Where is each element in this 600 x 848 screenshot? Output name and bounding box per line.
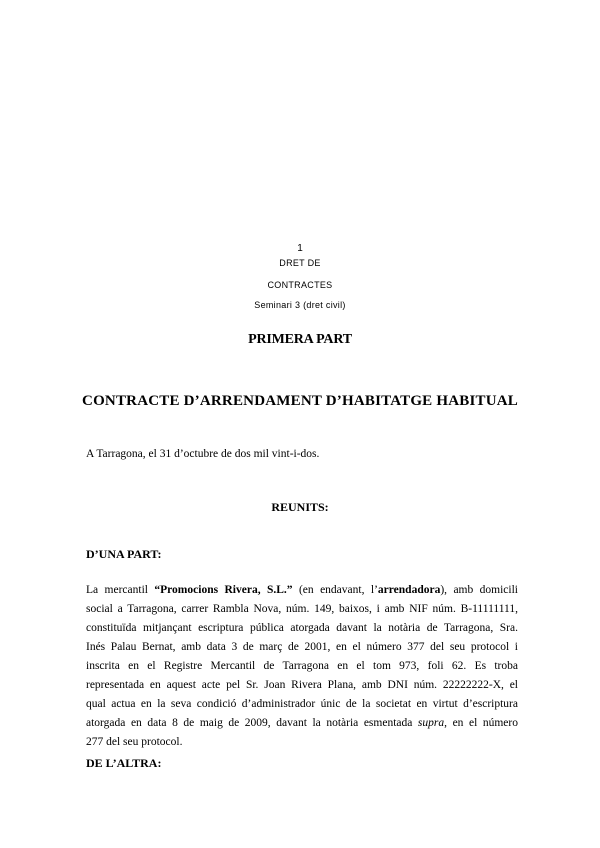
company-name: “Promocions Rivera, S.L.” bbox=[154, 584, 293, 596]
supra-italic: supra bbox=[417, 717, 445, 729]
text-run: La mercantil bbox=[86, 584, 155, 596]
part-title: PRIMERA PART bbox=[248, 332, 352, 347]
party-paragraph bbox=[86, 581, 518, 752]
paragraph-line: constituïda mitjançant escriptura pública atorgada davant la notària de Tarragona, Sra. bbox=[86, 622, 518, 634]
paragraph-line: representada en aquest acte pel Sr. Joan Rivera Plana, amb DNI núm. 22222222-X, el bbox=[86, 679, 518, 691]
page-number: 1 bbox=[297, 243, 303, 254]
contract-title: CONTRACTE D’ARRENDAMENT D’HABITATGE HABITUAL bbox=[82, 393, 518, 409]
reunits-heading: REUNITS: bbox=[271, 500, 329, 514]
paragraph-line: inscrita en el Registre Mercantil de Tarragona en el tom 973, foli 62. Es troba bbox=[86, 660, 518, 672]
header-line-3: Seminari 3 (dret civil) bbox=[254, 300, 346, 310]
paragraph-line: social a Tarragona, carrer Rambla Nova, núm. 149, baixos, i amb NIF núm. B-11111111, bbox=[86, 603, 518, 615]
text-run: atorgada en data 8 de maig de 2009, davant la notària esmentada bbox=[86, 717, 418, 729]
paragraph-line bbox=[86, 581, 518, 600]
paragraph-line: Inés Palau Bernat, amb data 3 de març de 2001, en el número 377 del seu protocol i bbox=[86, 641, 518, 653]
paragraph-line bbox=[86, 714, 518, 733]
header-line-2: CONTRACTES bbox=[267, 280, 333, 290]
header-line-1: DRET DE bbox=[279, 258, 321, 268]
text-run: , en el número bbox=[444, 717, 518, 729]
text-run: ), amb domicili bbox=[440, 584, 518, 596]
altra-heading: DE L’ALTRA: bbox=[86, 756, 162, 770]
place-date: A Tarragona, el 31 d’octubre de dos mil vint-i-dos. bbox=[86, 448, 320, 460]
text-run: (en endavant, l’ bbox=[292, 584, 378, 596]
paragraph-line: qual actua en la seva condició d’administrador únic de la societat en virtut d’escriptura bbox=[86, 698, 518, 710]
una-part-heading: D’UNA PART: bbox=[86, 547, 162, 561]
paragraph-line: 277 del seu protocol. bbox=[86, 736, 183, 748]
role-term: arrendadora bbox=[377, 584, 441, 596]
